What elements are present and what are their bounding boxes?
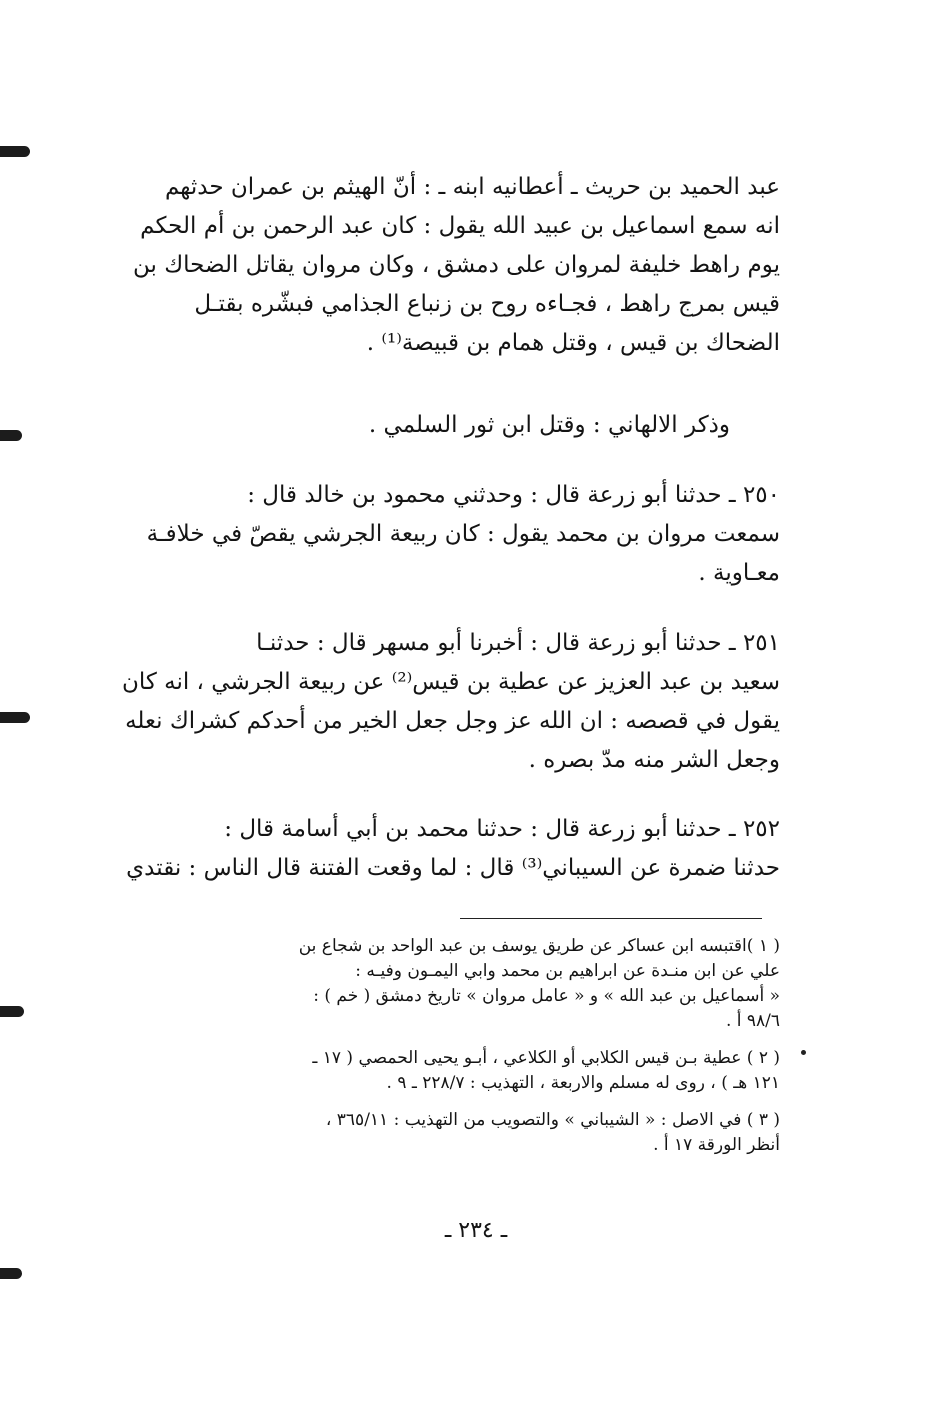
paragraph-252: [126, 810, 780, 888]
footnote-3: [130, 1108, 780, 1158]
text-line: وذكر الالهاني : وقتل ابن ثور السلمي .: [368, 412, 730, 438]
footnote-line: علي عن ابن منـدة عن ابراهيم بن محمد وابي اليمـون وفيـه :: [355, 961, 780, 981]
footnote-line: أنظر الورقة ١٧ أ .: [653, 1135, 780, 1155]
footnote-2: [130, 1046, 780, 1096]
footnote-line: ( ٢ ) عطية بـن قيس الكلابي أو الكلاعي ، أبـو يحيى الحمصي ( ١٧ ـ: [312, 1048, 780, 1068]
footnote-line: ( ٣ ) في الاصل : « الشيباني » والتصويب من التهذيب : ٣٦٥/١١ ،: [325, 1110, 780, 1130]
paragraph-251: [121, 624, 780, 780]
text-line: ٢٥٢ ـ حدثنا أبو زرعة قال : حدثنا محمد بن أبي أسامة قال :: [224, 816, 780, 842]
paragraph-intro: [130, 168, 780, 363]
margin-mark: [0, 1006, 24, 1017]
margin-mark: [0, 430, 22, 441]
margin-mark: [0, 146, 30, 157]
text-line: حدثنا ضمرة عن السيباني⁽³⁾ قال : لما وقعت الفتنة قال الناس : نقتدي: [126, 855, 780, 881]
text-line: قيس بمرج راهط ، فجـاءه روح بن زنباع الجذامي فبشّره بقتـل: [194, 291, 780, 317]
footnote-line: « أسماعيل بن عبد الله » و « عامل مروان » تاريخ دمشق ( خم ) :: [313, 986, 780, 1006]
footnote-line: ١٢١ هـ ) ، روى له مسلم والاربعة ، التهذيب : ٢٢٨/٧ ـ ٩ .: [386, 1073, 780, 1093]
text-line: عبد الحميد بن حريث ـ أعطانيه ابنه ـ : أنّ الهيثم بن عمران حدثهم: [164, 174, 780, 200]
margin-mark: [0, 1268, 22, 1279]
footnotes: [130, 934, 780, 1170]
footnote-separator: [460, 918, 762, 919]
text-line: سمعت مروان بن محمد يقول : كان ربيعة الجرشي يقصّ في خلافـة: [146, 521, 780, 547]
page-number: ـ ٢٣٤ ـ: [444, 1218, 508, 1243]
text-line: معـاوية .: [698, 560, 780, 586]
scan-speck: [801, 1050, 806, 1055]
text-line: انه سمع اسماعيل بن عبيد الله يقول : كان عبد الرحمن بن أم الحكم: [140, 213, 780, 239]
text-line: ٢٥١ ـ حدثنا أبو زرعة قال : أخبرنا أبو مسهر قال : حدثنـا: [256, 630, 780, 656]
paragraph-250: [130, 476, 780, 593]
footnote-1: [130, 934, 780, 1034]
footnote-line: ( ١ )اقتبسه ابن عساكر عن طريق يوسف بن عبد الواحد بن شجاع بن: [298, 936, 780, 956]
text-line: سعيد بن عبد العزيز عن عطية بن قيس⁽²⁾ عن ربيعة الجرشي ، انه كان: [121, 669, 780, 695]
margin-mark: [0, 712, 30, 723]
text-line: يوم راهط خليفة لمروان على دمشق ، وكان مروان يقاتل الضحاك بن: [133, 252, 780, 278]
text-line: الضحاك بن قيس ، وقتل همام بن قبيصة⁽¹⁾ .: [366, 330, 780, 356]
text-line: يقول في قصصه : ان الله عز وجل جعل الخير من أحدكم كشراك نعله: [125, 708, 780, 734]
footnote-line: ٩٨/٦ أ .: [725, 1011, 780, 1031]
text-line: ٢٥٠ ـ حدثنا أبو زرعة قال : وحدثني محمود بن خالد قال :: [247, 482, 780, 508]
paragraph-note: [80, 404, 730, 446]
text-line: وجعل الشر منه مدّ بصره .: [528, 747, 780, 773]
